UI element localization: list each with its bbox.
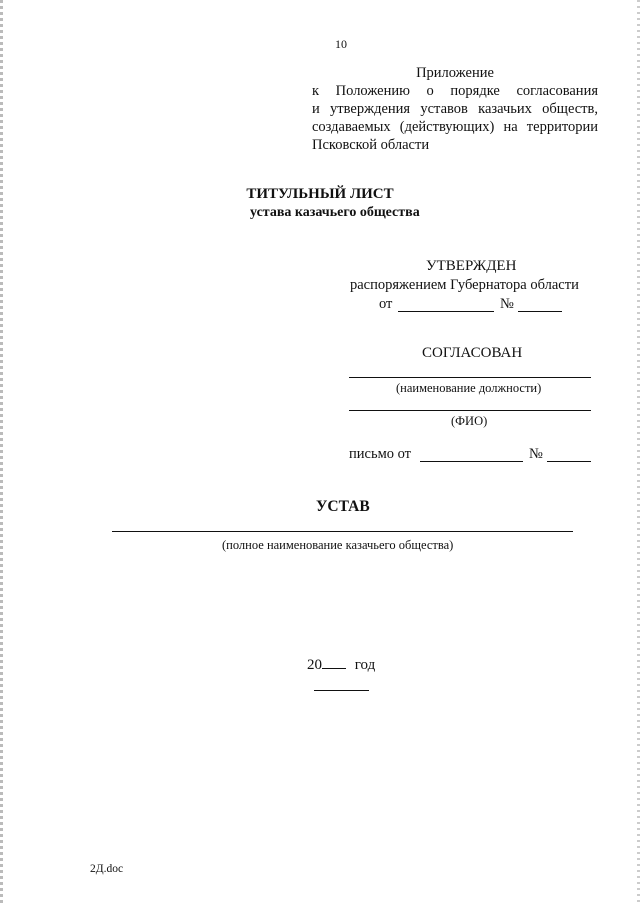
name-blank[interactable]	[349, 410, 591, 411]
closing-rule	[314, 690, 369, 691]
letter-number-label: №	[529, 446, 543, 462]
letter-number-blank[interactable]	[547, 461, 591, 462]
approved-heading: УТВЕРЖДЕН	[426, 258, 517, 274]
year-blank[interactable]	[322, 667, 346, 669]
charter-heading: УСТАВ	[316, 498, 370, 515]
appendix-line: создаваемых (действующих) на территории	[312, 119, 598, 135]
page-number: 10	[335, 37, 347, 51]
appendix-line: к Положению о порядке согласования	[312, 83, 598, 99]
year-line	[307, 657, 375, 674]
title-sheet-subheading: устава казачьего общества	[250, 205, 420, 220]
agreed-heading: СОГЛАСОВАН	[422, 345, 523, 361]
year-suffix: год	[354, 657, 376, 673]
position-caption: (наименование должности)	[396, 381, 542, 395]
year-prefix: 20	[307, 657, 322, 673]
scan-edge-left	[0, 0, 3, 905]
filename-footer: 2Д.doc	[90, 863, 124, 875]
name-caption: (ФИО)	[451, 414, 488, 428]
charter-name-blank[interactable]	[112, 531, 573, 532]
title-sheet-heading: ТИТУЛЬНЫЙ ЛИСТ	[246, 186, 394, 202]
approved-number-label: №	[500, 296, 514, 312]
letter-date-label: письмо от	[349, 446, 412, 462]
appendix-line: Псковской области	[312, 137, 430, 153]
approved-date-blank[interactable]	[398, 311, 494, 312]
position-blank[interactable]	[349, 377, 591, 378]
appendix-line: и утверждения уставов казачьих обществ,	[312, 101, 598, 117]
charter-name-caption: (полное наименование казачьего общества)	[222, 538, 454, 552]
appendix-header	[312, 64, 598, 154]
approved-number-blank[interactable]	[518, 311, 562, 312]
appendix-title: Приложение	[416, 65, 494, 81]
letter-date-blank[interactable]	[420, 461, 523, 462]
approved-by: распоряжением Губернатора области	[350, 277, 579, 293]
approved-date-label: от	[379, 296, 393, 312]
